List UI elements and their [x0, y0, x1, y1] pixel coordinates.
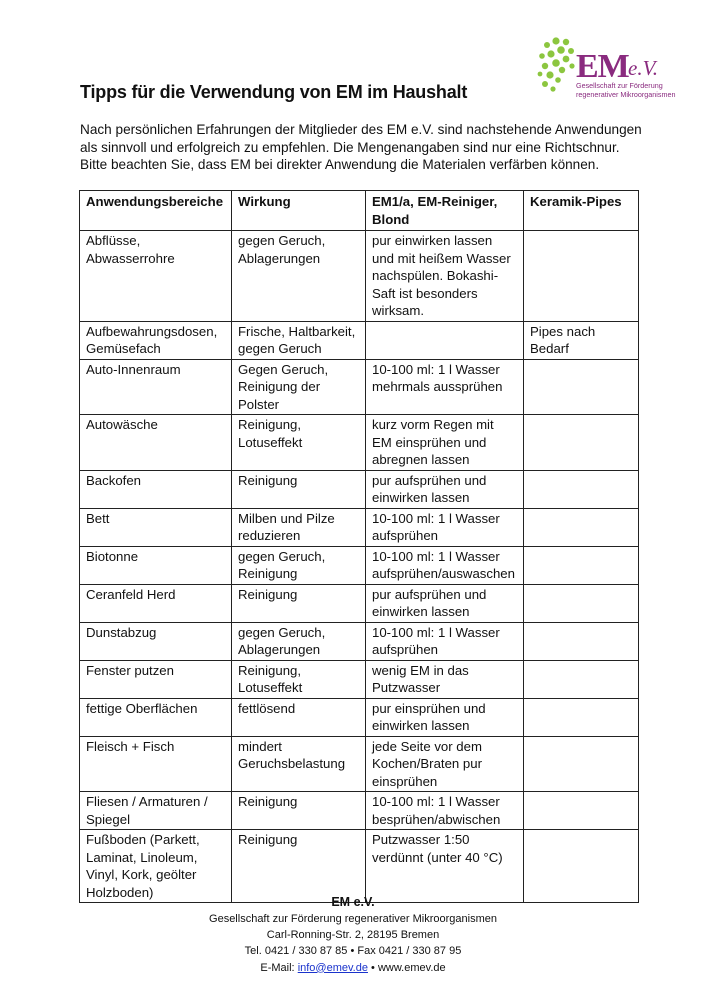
cell-keramik-pipes	[524, 736, 639, 792]
table-row	[80, 359, 639, 415]
cell-keramik-pipes	[524, 830, 639, 903]
cell-em-anwendung: 10-100 ml: 1 l Wasser aufsprühen	[366, 622, 524, 660]
table-row	[80, 546, 639, 584]
intro-line: Bitte beachten Sie, dass EM bei direkter Anwendung die Materialen verfärben können.	[80, 157, 600, 173]
table-row	[80, 415, 639, 471]
cell-em-anwendung: pur aufsprühen und einwirken lassen	[366, 584, 524, 622]
table-row	[80, 698, 639, 736]
footer	[0, 893, 706, 976]
cell-anwendungsbereich: Fußboden (Parkett, Laminat, Linoleum, Vinyl, Kork, geölter Holzboden)	[80, 830, 232, 903]
cell-em-anwendung: pur aufsprühen und einwirken lassen	[366, 470, 524, 508]
cell-keramik-pipes	[524, 231, 639, 322]
cell-anwendungsbereich: Backofen	[80, 470, 232, 508]
cell-wirkung: Reinigung	[232, 470, 366, 508]
table-row	[80, 622, 639, 660]
table-row	[80, 792, 639, 830]
cell-em-anwendung: pur einwirken lassen und mit heißem Wasser nachspülen. Bokashi-Saft ist besonders wirksam.	[366, 231, 524, 322]
cell-em-anwendung: 10-100 ml: 1 l Wasser besprühen/abwischen	[366, 792, 524, 830]
cell-keramik-pipes	[524, 359, 639, 415]
cell-wirkung: Reinigung	[232, 830, 366, 903]
cell-wirkung: Frische, Haltbarkeit, gegen Geruch	[232, 321, 366, 359]
footer-address: Carl-Ronning-Str. 2, 28195 Bremen	[266, 929, 440, 942]
table-row	[80, 470, 639, 508]
cell-anwendungsbereich: fettige Oberflächen	[80, 698, 232, 736]
cell-wirkung: gegen Geruch, Ablagerungen	[232, 231, 366, 322]
logo-em-text: EM	[576, 48, 629, 85]
intro-line: Nach persönlichen Erfahrungen der Mitglieder des EM e.V. sind nachstehende Anwendungen	[80, 122, 642, 137]
cell-em-anwendung: 10-100 ml: 1 l Wasser aufsprühen	[366, 508, 524, 546]
cell-keramik-pipes	[524, 508, 639, 546]
table-row	[80, 231, 639, 322]
cell-anwendungsbereich: Auto-Innenraum	[80, 359, 232, 415]
cell-wirkung: Reinigung, Lotuseffekt	[232, 660, 366, 698]
cell-wirkung: fettlösend	[232, 698, 366, 736]
website-text: www.emev.de	[377, 961, 446, 974]
cell-em-anwendung: pur einsprühen und einwirken lassen	[366, 698, 524, 736]
table-header-row	[80, 191, 639, 231]
page-title: Tipps für die Verwendung von EM im Haushalt	[80, 82, 468, 102]
cell-anwendungsbereich: Abflüsse, Abwasserrohre	[80, 231, 232, 322]
cell-wirkung: Reinigung, Lotuseffekt	[232, 415, 366, 471]
cell-keramik-pipes	[524, 470, 639, 508]
logo-tagline: Gesellschaft zur Förderung regenerativer Mikroorganismen	[576, 81, 676, 99]
cell-em-anwendung: wenig EM in das Putzwasser	[366, 660, 524, 698]
cell-wirkung: gegen Geruch, Reinigung	[232, 546, 366, 584]
cell-keramik-pipes	[524, 622, 639, 660]
usage-table	[79, 190, 639, 903]
cell-em-anwendung: 10-100 ml: 1 l Wasser aufsprühen/auswaschen	[366, 546, 524, 584]
cell-anwendungsbereich: Bett	[80, 508, 232, 546]
email-link[interactable]: info@emev.de	[297, 961, 368, 974]
cell-wirkung: Milben und Pilze reduzieren	[232, 508, 366, 546]
cell-anwendungsbereich: Autowäsche	[80, 415, 232, 471]
cell-anwendungsbereich: Fleisch + Fisch	[80, 736, 232, 792]
cell-wirkung: Reinigung	[232, 792, 366, 830]
cell-keramik-pipes	[524, 584, 639, 622]
table-row	[80, 736, 639, 792]
cell-wirkung: Reinigung	[232, 584, 366, 622]
cell-keramik-pipes	[524, 546, 639, 584]
cell-anwendungsbereich: Fenster putzen	[80, 660, 232, 698]
header-keramik-pipes: Keramik-Pipes	[524, 191, 639, 231]
cell-em-anwendung: jede Seite vor dem Kochen/Braten pur einsprühen	[366, 736, 524, 792]
header-em-products: EM1/a, EM-Reiniger, Blond	[366, 191, 524, 231]
email-label: E-Mail:	[260, 961, 295, 974]
table-row	[80, 660, 639, 698]
logo	[536, 36, 686, 106]
cell-em-anwendung: kurz vorm Regen mit EM einsprühen und abregnen lassen	[366, 415, 524, 471]
cell-anwendungsbereich: Ceranfeld Herd	[80, 584, 232, 622]
intro-line: als sinnvoll und erfolgreich zu empfehlen. Die Mengenangaben sind nur eine Richtschnur.	[80, 139, 620, 155]
cell-em-anwendung	[366, 321, 524, 359]
cell-keramik-pipes	[524, 415, 639, 471]
cell-wirkung: Gegen Geruch, Reinigung der Polster	[232, 359, 366, 415]
cell-anwendungsbereich: Dunstabzug	[80, 622, 232, 660]
cell-anwendungsbereich: Fliesen / Armaturen / Spiegel	[80, 792, 232, 830]
table-row	[80, 508, 639, 546]
footer-line: Gesellschaft zur Förderung regenerativer Mikroorganismen	[209, 913, 497, 925]
cell-anwendungsbereich: Aufbewahrungsdosen, Gemüsefach	[80, 321, 232, 359]
cell-wirkung: mindert Geruchsbelastung	[232, 736, 366, 792]
footer-phone-fax: Tel. 0421 / 330 87 85 • Fax 0421 / 330 87 95	[244, 945, 462, 958]
cell-anwendungsbereich: Biotonne	[80, 546, 232, 584]
footer-contact	[0, 960, 706, 976]
footer-org: EM e.V.	[331, 895, 375, 909]
cell-keramik-pipes	[524, 698, 639, 736]
cell-em-anwendung: Putzwasser 1:50 verdünnt (unter 40 °C)	[366, 830, 524, 903]
table-row	[80, 584, 639, 622]
intro-paragraph	[80, 121, 660, 174]
header-wirkung: Wirkung	[232, 191, 366, 231]
logo-ev-text: e.V.	[628, 56, 658, 80]
table-row	[80, 830, 639, 903]
table-row	[80, 321, 639, 359]
separator: •	[371, 961, 375, 974]
cell-keramik-pipes	[524, 660, 639, 698]
cell-wirkung: gegen Geruch, Ablagerungen	[232, 622, 366, 660]
cell-keramik-pipes: Pipes nach Bedarf	[524, 321, 639, 359]
em-dots-icon	[536, 36, 580, 96]
header-anwendungsbereiche: Anwendungsbereiche	[80, 191, 232, 231]
cell-keramik-pipes	[524, 792, 639, 830]
cell-em-anwendung: 10-100 ml: 1 l Wasser mehrmals aussprühen	[366, 359, 524, 415]
